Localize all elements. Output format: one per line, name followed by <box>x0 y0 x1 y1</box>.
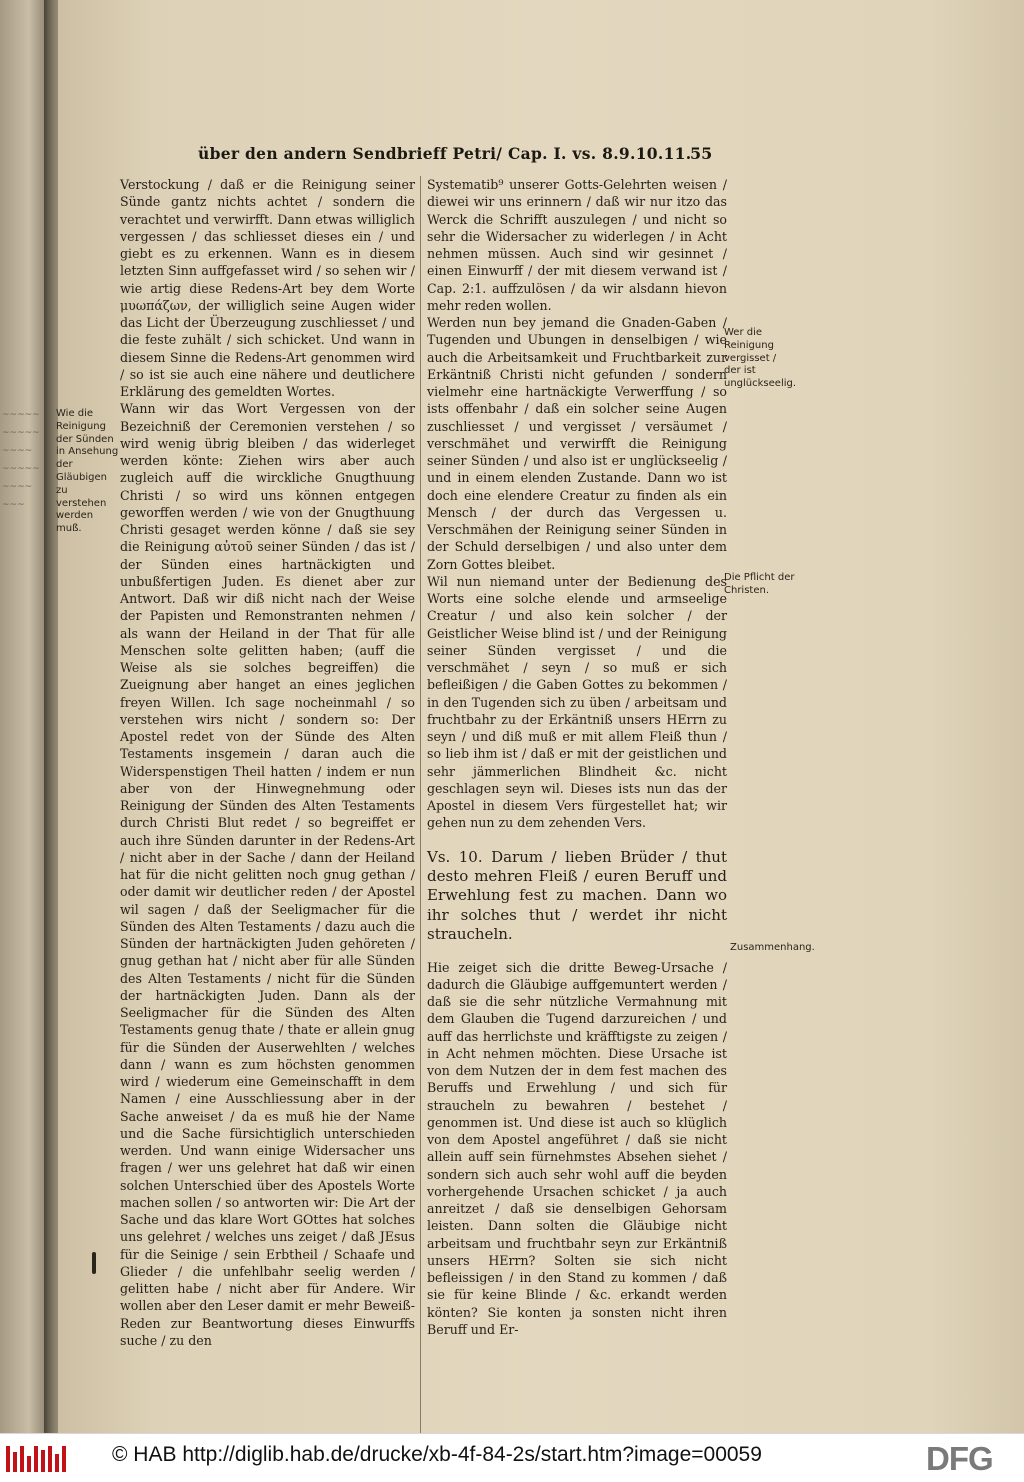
hab-logo-icon <box>6 1444 74 1472</box>
margin-note-right: Zusammenhang. <box>730 942 815 953</box>
previous-page-edge: ~~~~~ ~~~~~ ~~~~ ~~~~~ ~~~~ ~~~ <box>0 0 48 1433</box>
dfg-logo: DFG <box>926 1440 993 1477</box>
verse-heading: Vs. 10. Darum / lieben Brüder / thut desto mehren Fleiß / euren Beruff und Erwehlung fest zu machen. Dann wo ihr solches thut / werdet ihr nicht straucheln. <box>427 847 727 944</box>
paragraph: Hie zeiget sich die dritte Beweg-Ursache / dadurch die Gläubige auffgemuntert werden / daß sie die sehr nützliche Vermahnung mit dem Glauben die Tugend darzureichen / und auff das herrlichste und kräfftigste zu zeigen / in Acht nehmen möchten. Diese Ursache ist von dem Nutzen der in dem fest machen des Beruffs und Erwehlung / und sich für straucheln zu bewahren / bestehet / genommen ist. Und diese ist auch so klüglich von dem Apostel angeführet / daß sie nicht allein auff sein fürnehmstes Absehen siehet / sondern sich auch sehr wohl auff die beyden vorhergehende Ursachen schicket / ja auch anreitzet / daß sie denselbigen Gehorsam leisten. Dann solten die Gläubige nicht arbeitsam und fruchtbahr seyn zur Erkäntniß unsers HErrn? Solten sie sich nicht befleissigen / in den Stand zu kommen / daß sie für keine Blinde / &c. erkandt werden könten? Sie konten ja sonsten nicht ihren Beruff und Er- <box>427 959 727 1337</box>
margin-note-right: Wer die Reinigung vergisset / der ist unglückseelig. <box>724 327 797 390</box>
paragraph: Systematib⁹ unserer Gotts-Gelehrten weisen / diewei wir uns erinnern / daß wir nur itzo das Werck die Schrifft auszulegen / und nicht so sehr die Widersacher zu widerlegen / in Acht nehmen müssen. Auch sind wir gesinnet / einen Einwurff / der mit diesem verwand ist / Cap. 2:1. auffzulösen / da wir alsdann hievon mehr reden wollen. <box>427 177 727 313</box>
right-column <box>427 176 727 1338</box>
left-column <box>120 176 415 1349</box>
paragraph: Verstockung / daß er die Reinigung seiner Sünde gantz nichts achtet / sondern die verachtet und verwirfft. Dann etwas williglich vergessen / das schliesset dieses ein / und giebt es zu erkennen. Wann es in diesem letzten Sinn auffgefasset wird / so sehen wir / wie artig diese Redens-Art bey dem Worte μυωπάζων, der williglich seine Augen wider das Licht der Überzeugung zuschliesset / und die feste zuhält / sich schicket. Und wann in diesem Sinne die Redens-Art genommen wird / so ist sie auch eine nähere und deutlichere Erklärung des gemeldten Wortes. <box>120 177 415 399</box>
column-divider <box>420 176 421 1433</box>
margin-note-left: Wie die Reinigung der Sünden in Ansehung der Gläubigen zu verstehen werden muß. <box>56 408 119 535</box>
margin-note-right: Die Pflicht der Christen. <box>724 572 795 596</box>
paragraph: Wil nun niemand unter der Bedienung des Worts eine solche elende und armseelige Creatur / und also kein solcher / der Geistlicher Weise blind ist / und der Reinigung seiner Sünden vergisset / und die verschmähet / seyn / so muß er sich befleißigen / die Gaben Gottes zu bekommen / in den Tugenden sich zu üben / arbeitsam und fruchtbahr zu der Erkäntniß unsers HErrn zu seyn / und diß muß er mit allem Fleiß thun / so lieb ihm ist / daß er mit der geistlichen und sehr jämmerlichen Blindheit &c. nicht geschlagen seyn wil. Dieses ists nun das der Apostel in diesem Vers fürgestellet hat; wir gehen nun zu dem zehenden Vers. <box>427 573 727 831</box>
ink-mark <box>92 1252 96 1274</box>
running-header: über den andern Sendbrieff Petri/ Cap. I. vs. 8.9.10.11. <box>198 144 692 163</box>
copyright-link[interactable]: © HAB http://diglib.hab.de/drucke/xb-4f-84-2s/start.htm?image=00059 <box>112 1443 762 1466</box>
page-number: 55 <box>690 144 713 163</box>
paragraph: Werden nun bey jemand die Gnaden-Gaben / Tugenden und Ubungen in denselbigen / wie auch die Arbeitsamkeit und Fruchtbarkeit zur Erkäntniß Christi nicht gefunden / sondern vielmehr eine hartnäckigte Verwerffung / so ists offenbahr / daß ein solcher seine Augen zuschliesset / und vergisset / versäumet / verschmähet und verwirfft die Reinigung seiner Sünden / und also ist er unglückseelig / und in einem elenden Zustande. Dann wo ist doch eine elendere Creatur zu finden als ein Mensch / der durch das Vergessen u. Verschmähen der Reinigung seiner Sünden in der Schuld derselbigen / und also unter dem Zorn Gottes bleibet. <box>427 315 727 572</box>
paragraph: Wann wir das Wort Vergessen von der Bezeichniß der Ceremonien verstehen / so wird wenig übrig bleiben / das widerleget werden könte: Ziehen wirs aber auch zugleich auff die wirckliche Gnugthuung Christi / so wird uns können entgegen geworffen werden / wie von der Gnugthuung Christi gesaget werden könne / daß sie sey die Reinigung αὐτοῦ seiner Sünden / das ist / der Sünden eines hartnäckigten und unbußfertigen Juden. Es dienet aber zur Antwort. Daß wir diß nicht nach der Weise der Papisten und Remonstranten nehmen / als wann der Heiland in der That für alle Menschen solte gelitten haben; (auff die Weise als sie solches begreiffen) die Zueignung aber hanget an eines jeglichen freyen Willen. Ich sage nocheinmahl / so verstehen wirs nicht / sondern so: Der Apostel redet von der Sünde des Alten Testaments insgemein / daran auch die Widerspenstigen Theil hatten / indem er nun aber von der Hinwegnehmung oder Reinigung der Sünden des Alten Testaments durch Christi Blut redet / so begreiffet er auch ihre Sünden darunter in der Redens-Art / nicht aber in der Sache / dann der Heiland hat für die nicht gelitten noch gnug gethan / oder damit wir deutlicher reden / der Apostel wil sagen / daß der Seeligmacher für die Sünden des Alten Testaments / dazu auch die Sünden der hartnäckigten Juden gehöreten / gnug gethan hat / nicht aber für alle Sünden des Alten Testaments / nicht für die Sünden der hartnäckigten Juden. Dann als der Seeligmacher für die Sünden des Alten Testaments genug thate / thate er allein gnug für die Sünden der Auserwehlten / welches dann / wann es zum höchsten genommen wird / wiederum eine Gemeinschafft in dem Namen / eine Ausschliessung aber in der Sache anweiset / da es muß hie der Name und die Sache fürsichtiglich unterschieden werden. Und wann einige Widersacher uns fragen / wer uns gelehret hat daß wir einen solchen Unterschied über des Apostels Worte machen sollen / so antworten wir: Die Art der Sache und das klare Wort GOttes hat solches uns gelehret / welches uns zeiget / daß JEsus für die Seinige / sein Erbtheil / Schaafe und Glieder / die unfehlbahr seelig werden / gelitten habe / nicht aber für Andere. Wir wollen aber den Leser damit er mehr Beweiß-Reden zur Beantwortung dieses Einwurffs suche / zu den <box>120 401 415 1348</box>
footer-bar <box>0 1433 1024 1482</box>
